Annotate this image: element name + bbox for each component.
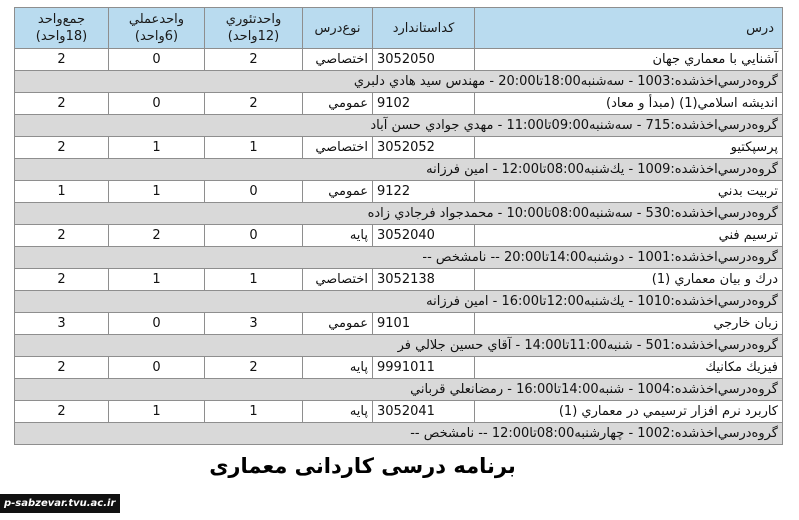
course-group-info: گروه‌درسي‌اخذشده:715 - سه‌شنبه09:00تا11:00 - مهدي جوادي حسن آباد bbox=[15, 115, 783, 137]
practical-units-cell: 0 bbox=[109, 49, 205, 71]
course-group-row bbox=[15, 335, 783, 357]
practical-units-cell: 0 bbox=[109, 357, 205, 379]
course-code-cell: 3052050 bbox=[373, 49, 475, 71]
theory-units-cell: 1 bbox=[205, 401, 303, 423]
page-title: برنامه درسی کاردانی معماری bbox=[209, 454, 516, 478]
course-row bbox=[15, 401, 783, 423]
course-row bbox=[15, 181, 783, 203]
course-type-cell: پايه bbox=[303, 357, 373, 379]
practical-units-cell: 1 bbox=[109, 137, 205, 159]
theory-units-cell: 0 bbox=[205, 181, 303, 203]
course-group-row bbox=[15, 291, 783, 313]
practical-units-cell: 1 bbox=[109, 181, 205, 203]
total-units-cell: 2 bbox=[15, 269, 109, 291]
course-row bbox=[15, 269, 783, 291]
course-type-cell: اختصاصي bbox=[303, 49, 373, 71]
course-code-cell: 9101 bbox=[373, 313, 475, 335]
course-code-cell: 9122 bbox=[373, 181, 475, 203]
theory-units-cell: 1 bbox=[205, 137, 303, 159]
course-group-row bbox=[15, 203, 783, 225]
course-type-cell: پايه bbox=[303, 401, 373, 423]
total-units-cell: 1 bbox=[15, 181, 109, 203]
course-row bbox=[15, 49, 783, 71]
total-units-cell: 2 bbox=[15, 49, 109, 71]
practical-units-cell: 2 bbox=[109, 225, 205, 247]
course-code-cell: 9102 bbox=[373, 93, 475, 115]
course-name-cell: تربيت بدني bbox=[475, 181, 783, 203]
course-row bbox=[15, 357, 783, 379]
course-group-row bbox=[15, 71, 783, 93]
course-type-cell: اختصاصي bbox=[303, 269, 373, 291]
course-name-cell: انديشه اسلامي(1) (مبدأ و معاد) bbox=[475, 93, 783, 115]
course-name-cell: ترسيم فني bbox=[475, 225, 783, 247]
course-table-body bbox=[15, 49, 783, 445]
course-name-cell: آشنايي با معماري جهان bbox=[475, 49, 783, 71]
course-group-info: گروه‌درسي‌اخذشده:1009 - يك‌شنبه08:00تا12:00 - امين فرزانه bbox=[15, 159, 783, 181]
course-group-info: گروه‌درسي‌اخذشده:1010 - يك‌شنبه12:00تا16:00 - امين فرزانه bbox=[15, 291, 783, 313]
course-type-cell: عمومي bbox=[303, 181, 373, 203]
course-type-cell: پايه bbox=[303, 225, 373, 247]
course-group-info: گروه‌درسي‌اخذشده:501 - شنبه11:00تا14:00 - آقاي حسين جلالي فر bbox=[15, 335, 783, 357]
course-type-cell: عمومي bbox=[303, 313, 373, 335]
course-group-info: گروه‌درسي‌اخذشده:530 - سه‌شنبه08:00تا10:00 - محمدجواد فرجادي زاده bbox=[15, 203, 783, 225]
course-row bbox=[15, 225, 783, 247]
course-group-row bbox=[15, 115, 783, 137]
total-units-cell: 2 bbox=[15, 357, 109, 379]
theory-units-cell: 2 bbox=[205, 93, 303, 115]
course-type-cell: عمومي bbox=[303, 93, 373, 115]
course-row bbox=[15, 93, 783, 115]
course-group-info: گروه‌درسي‌اخذشده:1004 - شنبه14:00تا16:00 - رمضانعلي قرباني bbox=[15, 379, 783, 401]
course-schedule-table bbox=[14, 7, 783, 445]
course-type-cell: اختصاصي bbox=[303, 137, 373, 159]
course-group-row bbox=[15, 379, 783, 401]
course-group-row bbox=[15, 247, 783, 269]
course-group-info: گروه‌درسي‌اخذشده:1001 - دوشنبه14:00تا20:00 -- نامشخص -- bbox=[15, 247, 783, 269]
course-code-cell: 3052052 bbox=[373, 137, 475, 159]
course-code-cell: 3052040 bbox=[373, 225, 475, 247]
header-standard-code: كداستاندارد bbox=[373, 8, 475, 49]
theory-units-cell: 2 bbox=[205, 357, 303, 379]
theory-units-cell: 3 bbox=[205, 313, 303, 335]
total-units-cell: 2 bbox=[15, 137, 109, 159]
total-units-cell: 2 bbox=[15, 225, 109, 247]
course-name-cell: فيزيك مكانيك bbox=[475, 357, 783, 379]
header-practical-units: واحدعملي (6واحد) bbox=[109, 8, 205, 49]
course-group-info: گروه‌درسي‌اخذشده:1003 - سه‌شنبه18:00تا20:00 - مهندس سيد هادي دلبري bbox=[15, 71, 783, 93]
course-group-info: گروه‌درسي‌اخذشده:1002 - چهارشنبه08:00تا12:00 -- نامشخص -- bbox=[15, 423, 783, 445]
theory-units-cell: 2 bbox=[205, 49, 303, 71]
practical-units-cell: 0 bbox=[109, 313, 205, 335]
total-units-cell: 2 bbox=[15, 93, 109, 115]
course-group-row bbox=[15, 423, 783, 445]
practical-units-cell: 1 bbox=[109, 269, 205, 291]
practical-units-cell: 1 bbox=[109, 401, 205, 423]
header-course-type: نوع‌درس bbox=[303, 8, 373, 49]
total-units-cell: 2 bbox=[15, 401, 109, 423]
theory-units-cell: 1 bbox=[205, 269, 303, 291]
table-header-row bbox=[15, 8, 783, 49]
practical-units-cell: 0 bbox=[109, 93, 205, 115]
course-name-cell: كاربرد نرم افزار ترسيمي در معماري (1) bbox=[475, 401, 783, 423]
course-code-cell: 3052138 bbox=[373, 269, 475, 291]
course-row bbox=[15, 137, 783, 159]
theory-units-cell: 0 bbox=[205, 225, 303, 247]
site-url-badge: p-sabzevar.tvu.ac.ir bbox=[0, 494, 120, 513]
header-total-units: جمع‌واحد (18واحد) bbox=[15, 8, 109, 49]
course-row bbox=[15, 313, 783, 335]
course-code-cell: 3052041 bbox=[373, 401, 475, 423]
course-name-cell: درك و بيان معماري (1) bbox=[475, 269, 783, 291]
header-course-name: درس bbox=[475, 8, 783, 49]
header-theory-units: واحدتئوري (12واحد) bbox=[205, 8, 303, 49]
course-group-row bbox=[15, 159, 783, 181]
total-units-cell: 3 bbox=[15, 313, 109, 335]
course-code-cell: 9991011 bbox=[373, 357, 475, 379]
course-name-cell: زبان خارجي bbox=[475, 313, 783, 335]
course-name-cell: پرسپكتيو bbox=[475, 137, 783, 159]
